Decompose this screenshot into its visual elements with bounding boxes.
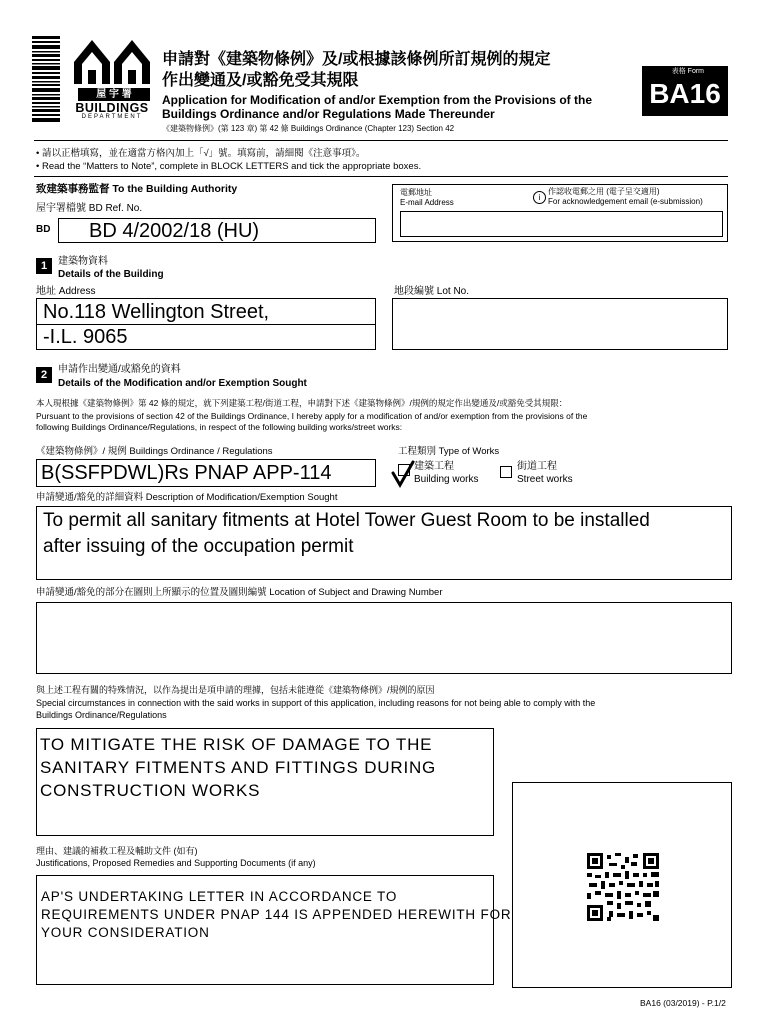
pursuant-zh: 本人現根據《建築物條例》第 42 條的規定，就下列建築工程/街道工程，申請對下述《建築物條例》/規例的規定作出變通及/或豁免受其規限：: [36, 398, 568, 408]
desc-line1: To permit all sanitary fitments at Hotel Tower Guest Room to be installed: [43, 510, 650, 531]
section-1-title-zh: 建築物資料: [58, 256, 108, 267]
street-works-checkbox[interactable]: [500, 466, 512, 478]
instruction-en: • Read the “Matters to Note”, complete in BLOCK LETTERS and tick the appropriate boxes.: [36, 161, 422, 172]
special-label-en-2: Buildings Ordinance/Regulations: [36, 710, 167, 720]
section-2-number: 2: [36, 367, 52, 383]
qr-panel: [512, 782, 732, 988]
just-line2: REQUIREMENTS UNDER PNAP 144 IS APPENDED HEREWITH FOR: [41, 907, 512, 922]
form-code-box: [642, 66, 728, 116]
special-label-zh: 與上述工程有關的特殊情況，以作為提出是項申請的理據，包括未能遵從《建築物條例》/規例的原因: [36, 685, 435, 695]
section-1-number: 1: [36, 258, 52, 274]
regs-field[interactable]: [36, 459, 376, 487]
street-works-zh: 街道工程: [517, 461, 557, 472]
building-works-zh: 建築工程: [414, 461, 454, 472]
just-label-zh: 理由、建議的補救工程及輔助文件 (如有): [36, 846, 198, 856]
special-line1: TO MITIGATE THE RISK OF DAMAGE TO THE: [40, 735, 433, 754]
email-panel: [392, 184, 728, 242]
works-label: 工程類別 Type of Works: [398, 446, 500, 457]
email-note-en: For acknowledgement email (e-submission): [548, 197, 703, 206]
special-line2: SANITARY FITMENTS AND FITTINGS DURING: [40, 758, 437, 777]
just-line1: AP'S UNDERTAKING LETTER IN ACCORDANCE TO: [41, 889, 398, 904]
building-works-en: Building works: [414, 474, 479, 485]
title-zh-line2: 作出變通及/或豁免受其規限: [162, 72, 359, 89]
just-label-en: Justifications, Proposed Remedies and Supporting Documents (if any): [36, 858, 316, 868]
form-label: 表格 Form: [671, 68, 704, 75]
subtitle: 《建築物條例》(第 123 章) 第 42 條 Buildings Ordinance (Chapter 123) Section 42: [162, 124, 455, 133]
bd-ref-field[interactable]: [58, 218, 376, 243]
address-line1: No.118 Wellington Street,: [43, 301, 270, 323]
title-zh-line1: 申請對《建築物條例》及/或根據該條例所訂規例的規定: [162, 51, 551, 68]
address-field[interactable]: [36, 298, 376, 350]
lot-label: 地段編號 Lot No.: [394, 286, 470, 297]
instruction-rule: [34, 176, 728, 177]
bd-prefix: BD: [36, 224, 51, 235]
special-field[interactable]: [36, 728, 494, 836]
to-authority: 致建築事務監督 To the Building Authority: [36, 183, 238, 195]
barcode: [32, 36, 60, 122]
logo-dept-text: DEPARTMENT: [81, 114, 143, 120]
logo-zh-text: 屋 宇 署: [78, 88, 150, 101]
instruction-zh: • 請以正楷填寫，並在適當方格內加上「√」號。填寫前，請細閱《注意事項》。: [36, 148, 366, 159]
regs-label: 《建築物條例》/ 規例 Buildings Ordinance / Regulations: [36, 446, 273, 457]
email-label-zh: 電郵地址: [400, 188, 432, 197]
buildings-department-logo: [70, 34, 154, 120]
location-field[interactable]: [36, 602, 732, 674]
desc-field[interactable]: [36, 506, 732, 580]
street-works-en: Street works: [517, 474, 573, 485]
just-line3: YOUR CONSIDERATION: [41, 925, 210, 940]
header-rule: [34, 140, 728, 141]
pursuant-en-2: following Buildings Ordinance/Regulations, in respect of the following building works/street works:: [36, 422, 403, 432]
just-field[interactable]: [36, 875, 512, 985]
house-logo-icon: [70, 34, 154, 90]
logo-en-text: BUILDINGS: [75, 101, 149, 115]
email-input[interactable]: [400, 211, 723, 237]
address-label: 地址 Address: [36, 286, 96, 297]
address-line2: -I.L. 9065: [43, 326, 128, 348]
section-1-title-en: Details of the Building: [58, 269, 164, 280]
email-note-zh: 作認收電郵之用 (電子呈交適用): [548, 187, 660, 196]
desc-label: 申請變通/豁免的詳細資料 Description of Modification/Exemption Sought: [36, 492, 338, 503]
qr-code-icon: [587, 853, 659, 921]
special-label-en-1: Special circumstances in connection with the said works in support of this application, including reasons for not being able to comply with the: [36, 698, 596, 708]
footer-text: BA16 (03/2019) - P.1/2: [640, 998, 726, 1008]
section-2-title-en: Details of the Modification and/or Exemption Sought: [58, 378, 307, 389]
desc-line2: after issuing of the occupation permit: [43, 536, 354, 557]
section-2-title-zh: 申請作出變通/或豁免的資料: [58, 364, 181, 375]
bd-ref-label: 屋宇署檔號 BD Ref. No.: [36, 203, 143, 214]
regs-value: B(SSFPDWL)Rs PNAP APP-114: [41, 462, 332, 484]
special-line3: CONSTRUCTION WORKS: [40, 781, 261, 800]
lot-field[interactable]: [392, 298, 728, 350]
form-code: BA16: [649, 78, 721, 109]
checkmark-icon: [390, 460, 416, 493]
title-en-line1: Application for Modification of and/or Exemption from the Provisions of the: [162, 93, 593, 107]
email-label-en: E-mail Address: [400, 198, 454, 207]
title-en-line2: Buildings Ordinance and/or Regulations Made Thereunder: [162, 107, 495, 121]
bd-ref-value: BD 4/2002/18 (HU): [89, 220, 260, 242]
info-icon: i: [533, 191, 546, 204]
location-label: 申請變通/豁免的部分在圖則上所顯示的位置及圖則編號 Location of Subject and Drawing Number: [36, 587, 443, 598]
pursuant-en-1: Pursuant to the provisions of section 42 of the Buildings Ordinance, I hereby apply for a modification of and/or exemption from the provisions of the: [36, 411, 588, 421]
